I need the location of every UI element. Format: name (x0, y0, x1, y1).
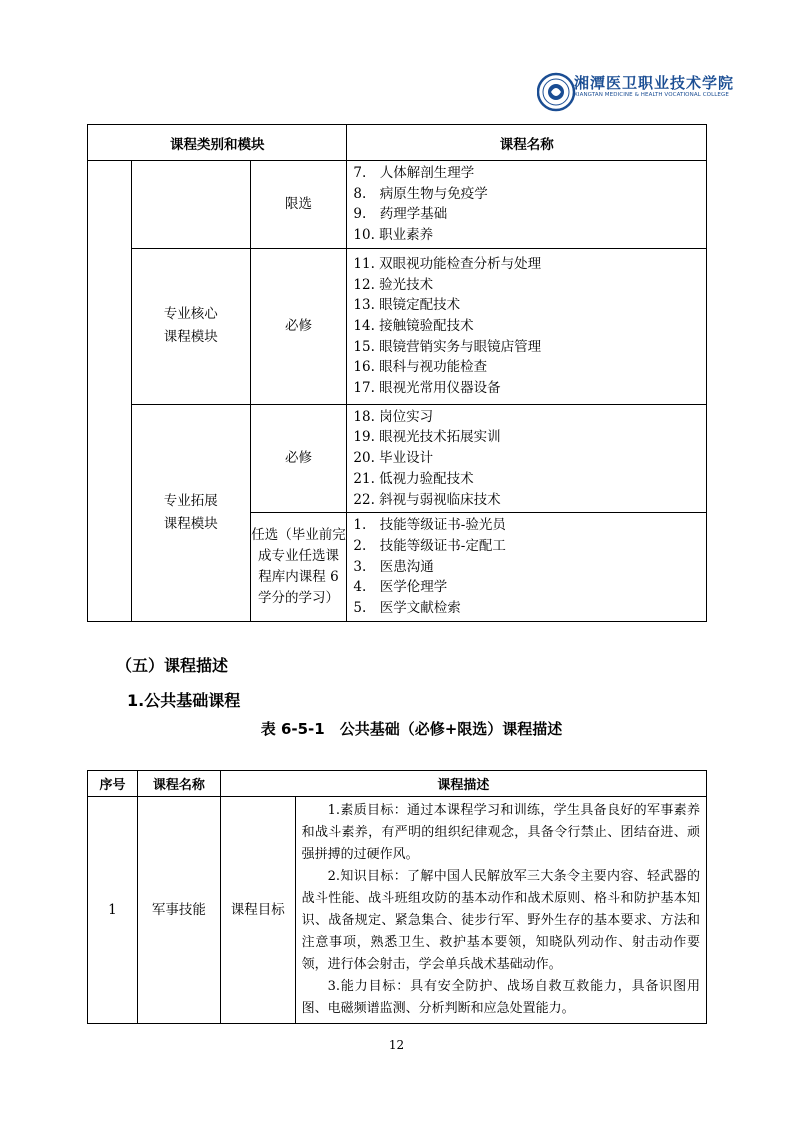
type-line: 学分的学习） (258, 590, 339, 606)
col-category-header: 课程类别和模块 (88, 125, 347, 161)
sub-heading: 1.公共基础课程 (127, 691, 241, 710)
course-item: 22. 斜视与弱视临床技术 (353, 491, 501, 508)
course-item: 21. 低视力验配技术 (353, 470, 474, 487)
table-row (88, 161, 707, 249)
course-item: 9. 药理学基础 (353, 206, 448, 223)
course-description (295, 797, 706, 1024)
empty-cell (131, 161, 250, 249)
course-type: 限选 (250, 161, 347, 249)
college-name-en: XIANGTAN MEDICINE & HEALTH VOCATIONAL COLLEGE (574, 92, 729, 98)
college-name: 湘潭医卫职业技术学院 (574, 74, 735, 92)
course-module-table (87, 124, 707, 622)
course-list (347, 513, 707, 622)
page-number: 12 (388, 1038, 405, 1052)
course-list (347, 161, 707, 249)
course-item: 1. 技能等级证书-验光员 (353, 517, 506, 534)
course-item: 4. 医学伦理学 (353, 579, 448, 596)
course-item: 7. 人体解剖生理学 (353, 165, 475, 181)
course-item: 2. 技能等级证书-定配工 (353, 537, 506, 554)
module-name (131, 404, 250, 621)
module-name-line: 课程模块 (163, 329, 218, 346)
module-name (131, 248, 250, 404)
course-item: 19. 眼视光技术拓展实训 (353, 429, 501, 446)
course-list (347, 404, 707, 513)
course-item: 11. 双眼视功能检查分析与处理 (353, 255, 542, 272)
module-name-line: 专业拓展 (163, 492, 218, 509)
course-item: 8. 病原生物与免疫学 (353, 185, 488, 202)
table-row (88, 248, 707, 404)
goal-label: 课程目标 (220, 797, 295, 1024)
type-line: 任选（毕业前完 (251, 527, 346, 543)
section-heading: （五）课程描述 (116, 656, 229, 675)
course-item: 5. 医学文献检索 (353, 600, 461, 617)
course-item: 18. 岗位实习 (353, 408, 434, 425)
col-course-header: 课程名称 (347, 125, 707, 161)
table-row (88, 404, 707, 513)
course-name: 军事技能 (137, 797, 220, 1024)
module-name-line: 课程模块 (163, 515, 218, 532)
module-name-line: 专业核心 (163, 306, 218, 323)
description-paragraph: 1.素质目标：通过本课程学习和训练，学生具备良好的军事素养和战斗素养，有严明的组织纪律观念，具备令行禁止、团结奋进、顽强拼搏的过硬作风。 (301, 803, 700, 862)
course-item: 20. 毕业设计 (353, 450, 434, 467)
table-row (88, 797, 707, 1024)
type-line: 成专业任选课 (258, 548, 339, 564)
course-list (347, 248, 707, 404)
course-item: 15. 眼镜营销实务与眼镜店管理 (353, 338, 542, 355)
course-item: 12. 验光技术 (353, 276, 434, 293)
course-item: 17. 眼视光常用仪器设备 (353, 380, 501, 397)
col-desc-header: 课程描述 (220, 771, 706, 797)
type-line: 程库内课程 6 (258, 569, 339, 585)
course-item: 3. 医患沟通 (353, 558, 434, 575)
course-type: 必修 (250, 248, 347, 404)
course-item: 10. 职业素养 (353, 227, 434, 244)
table-caption: 表 6-5-1 公共基础（必修+限选）课程描述 (260, 720, 563, 738)
course-item: 14. 接触镜验配技术 (353, 317, 474, 334)
description-paragraph: 2.知识目标：了解中国人民解放军三大条令主要内容、轻武器的战斗性能、战斗班组攻防的基本动作和战术原则、格斗和防护基本知识、战备规定、紧急集合、徒步行军、野外生存的基本要求、方法和注意事项，熟悉卫生、救护基本要领，知晓队列动作、射击动作要领，进行体会射击，学会单兵战术基础动作。 (301, 869, 700, 972)
course-item: 16. 眼科与视功能检查 (353, 359, 488, 376)
course-item: 13. 眼镜定配技术 (353, 297, 461, 314)
col-name-header: 课程名称 (137, 771, 220, 797)
course-type: 必修 (250, 404, 347, 513)
course-type-elective (250, 513, 347, 622)
description-paragraph: 3.能力目标：具有安全防护、战场自救互救能力，具备识图用图、电磁频谱监测、分析判断和应急处置能力。 (301, 979, 700, 1016)
empty-cell (88, 161, 132, 622)
row-number: 1 (88, 797, 138, 1024)
course-description-table (87, 770, 707, 1024)
col-no-header: 序号 (88, 771, 138, 797)
